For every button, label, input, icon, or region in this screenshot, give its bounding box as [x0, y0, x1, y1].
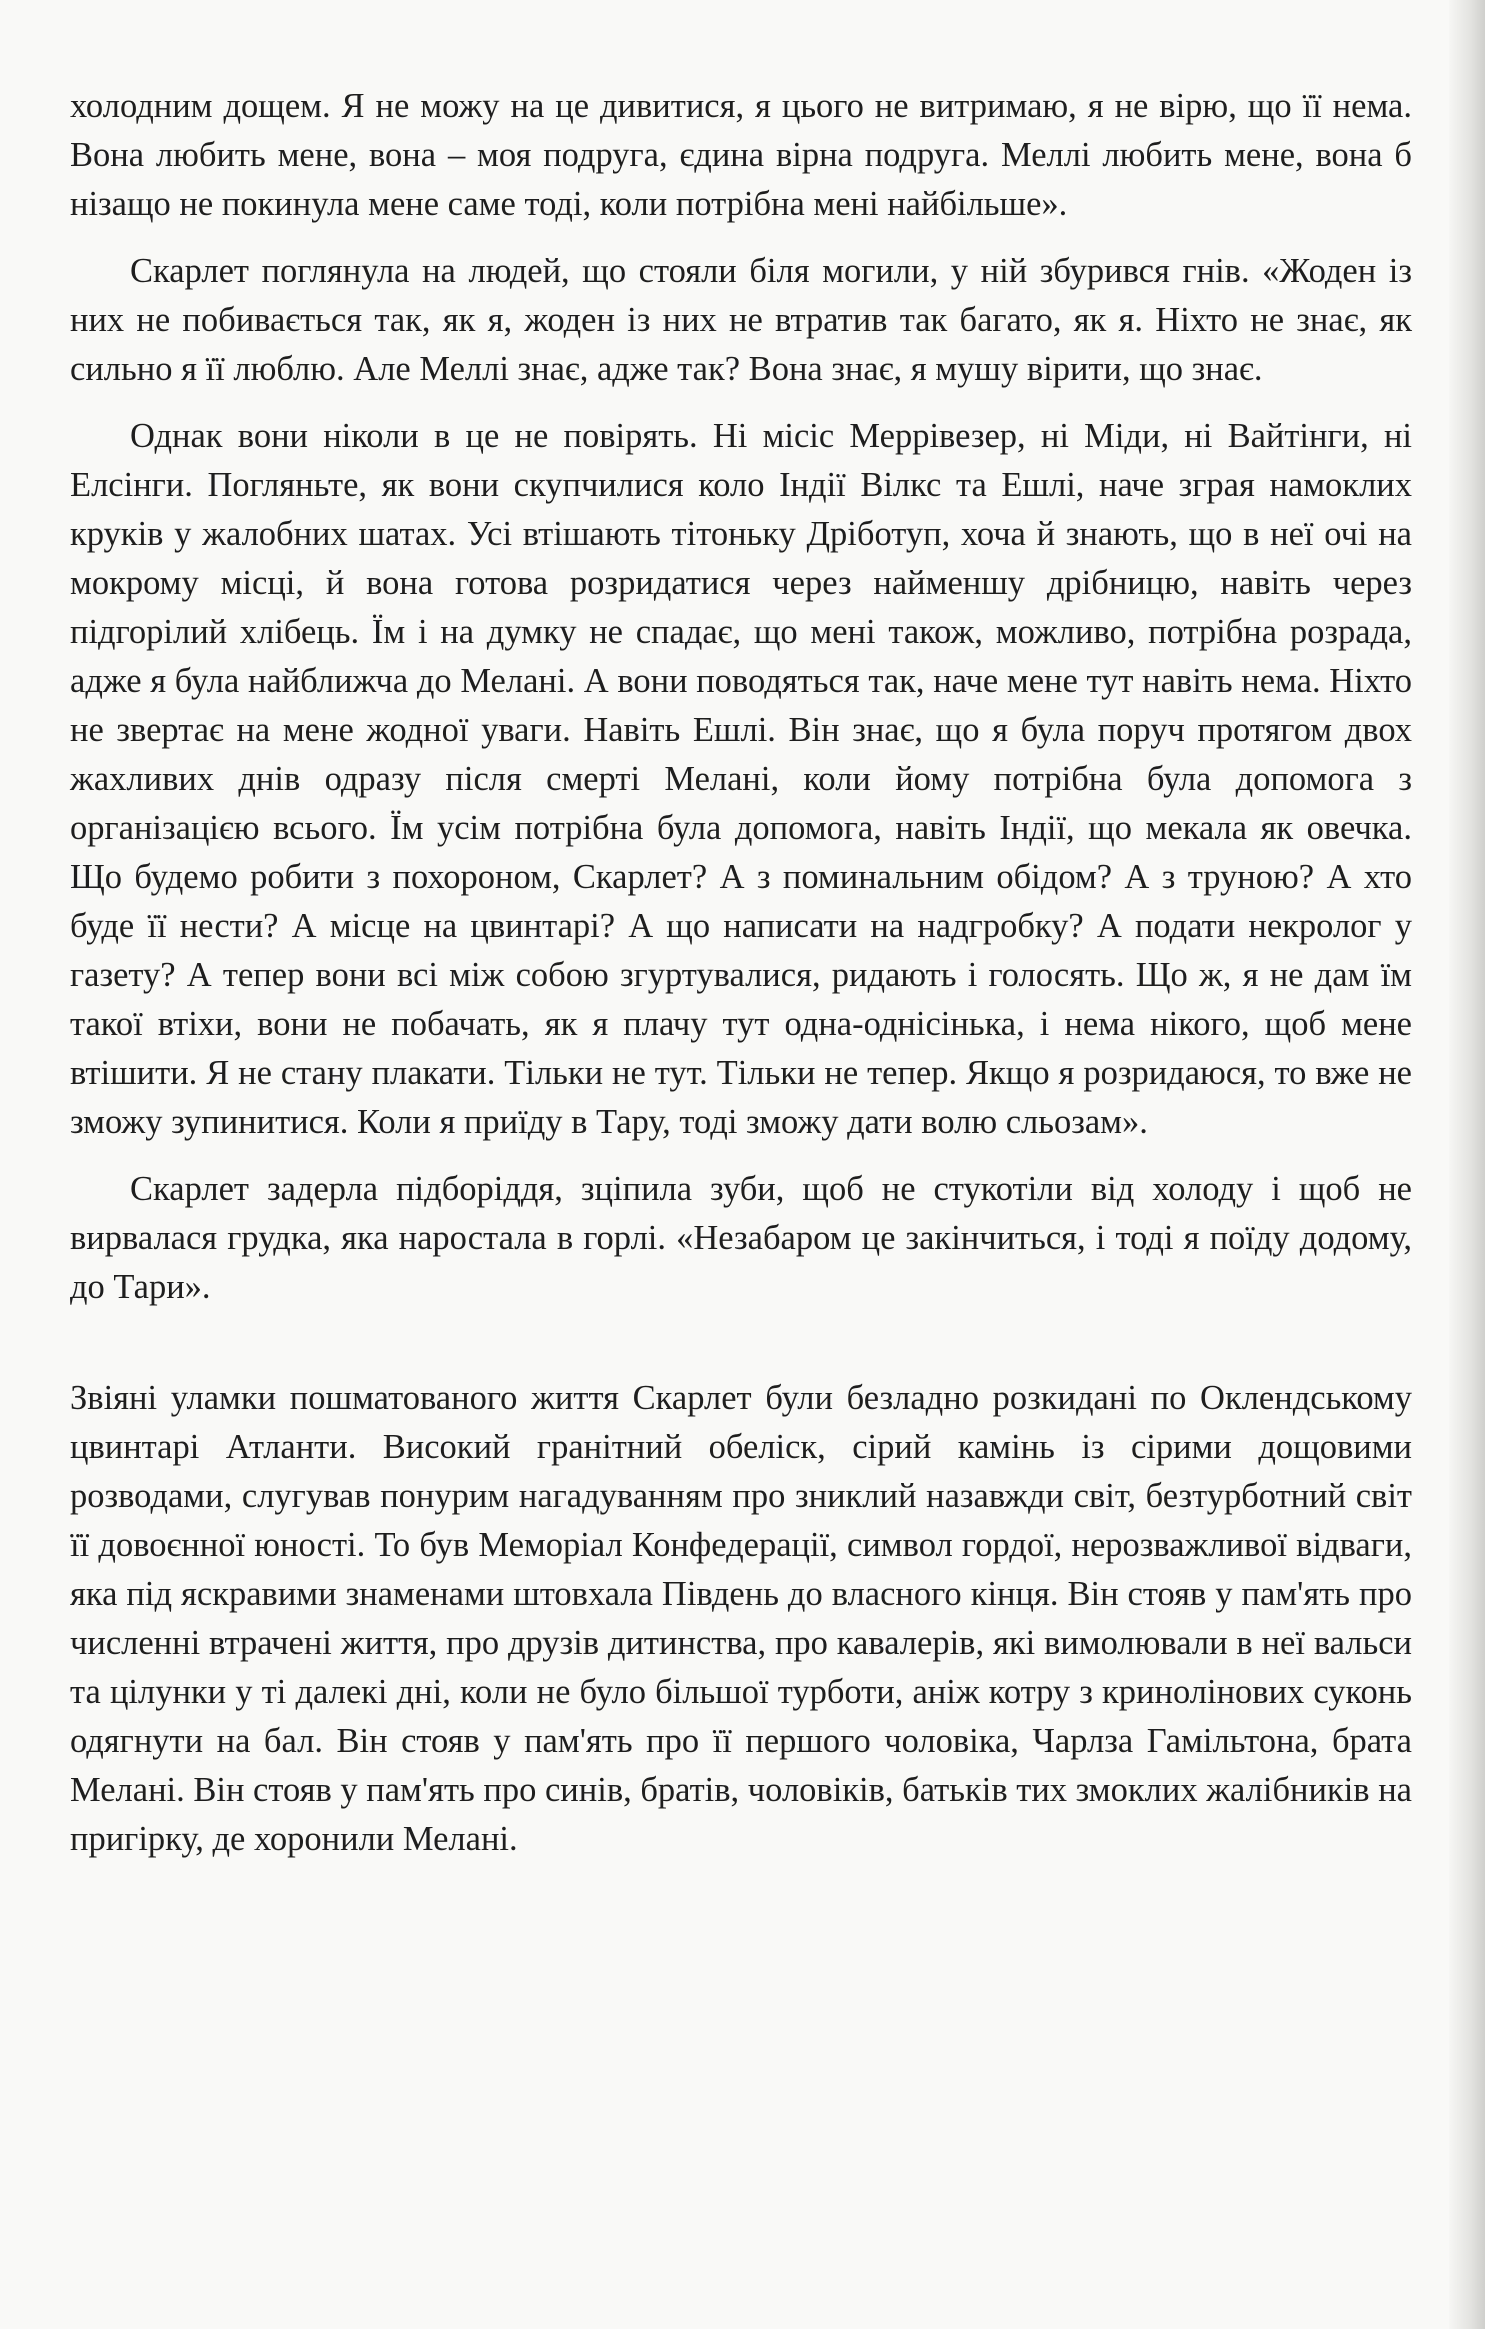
body-text	[70, 82, 1412, 1882]
section-break	[70, 1330, 1412, 1374]
paragraph-1: холодним дощем. Я не можу на це дивитися, я цього не витримаю, я не вірю, що її нема. Вона любить мене, вона – моя подруга, єдина вірна подруга. Меллі любить мене, вона б нізащо не покинула мене саме тоді, коли потрібна мені найбільше».	[70, 87, 1412, 223]
paragraph-4: Скарлет задерла підборіддя, зціпила зуби, щоб не стукотіли від холоду і щоб не вирвалася грудка, яка наростала в горлі. «Незабаром це закінчиться, і тоді я поїду додому, до Тари».	[70, 1170, 1412, 1306]
paragraph-3: Однак вони ніколи в це не повірять. Ні місіс Меррівезер, ні Міди, ні Вайтінги, ні Елсінги. Погляньте, як вони скупчилися коло Індії Вілкс та Ешлі, наче зграя намоклих круків у жалобних шатах. Усі втішають тітоньку Дріботуп, хоча й знають, що в неї очі на мокрому місці, й вона готова розридатися через найменшу дрібницю, навіть через підгорілий хлібець. Їм і на думку не спадає, що мені також, можливо, потрібна розрада, адже я була найближча до Мелані. А вони поводяться так, наче мене тут навіть нема. Ніхто не звертає на мене жодної уваги. Навіть Ешлі. Він знає, що я була поруч протягом двох жахливих днів одразу після смерті Мелані, коли йому потрібна була допомога з організацією всього. Їм усім потрібна була допомога, навіть Індії, що мекала як овечка. Що будемо робити з похороном, Скарлет? А з поминальним обідом? А з труною? А хто буде її нести? А місце на цвинтарі? А що написати на надгробку? А подати некролог у газету? А тепер вони всі між собою згуртувалися, ридають і голосять. Що ж, я не дам їм такої втіхи, вони не побачать, як я плачу тут одна-однісінька, і нема нікого, щоб мене втішити. Я не стану плакати. Тільки не тут. Тільки не тепер. Якщо я розридаюся, то вже не зможу зупинитися. Коли я приїду в Тару, тоді зможу дати волю сльозам».	[70, 417, 1412, 1141]
page-edge-shadow	[1449, 0, 1485, 2329]
paragraph-5: Звіяні уламки пошматованого життя Скарлет були безладно розкидані по Оклендському цвинтарі Атланти. Високий гранітний обеліск, сірий камінь із сірими дощовими розводами, слугував понурим нагадуванням про зниклий назавжди світ, безтурботний світ її довоєнної юності. То був Меморіал Конфедерації, символ гордої, нерозважливої відваги, яка під яскравими знаменами штовхала Південь до власного кінця. Він стояв у пам'ять про численні втрачені життя, про друзів дитинства, про кавалерів, які вимолювали в неї вальси та цілунки у ті далекі дні, коли не було більшої турботи, аніж котру з кринолінових суконь одягнути на бал. Він стояв у пам'ять про її першого чоловіка, Чарлза Гамільтона, брата Мелані. Він стояв у пам'ять про синів, братів, чоловіків, батьків тих змоклих жалібників на пригірку, де хоронили Мелані.	[70, 1379, 1412, 1858]
paragraph-2: Скарлет поглянула на людей, що стояли біля могили, у ній збурився гнів. «Жоден із них не побивається так, як я, жоден із них не втратив так багато, як я. Ніхто не знає, як сильно я її люблю. Але Меллі знає, адже так? Вона знає, я мушу вірити, що знає.	[70, 252, 1412, 388]
